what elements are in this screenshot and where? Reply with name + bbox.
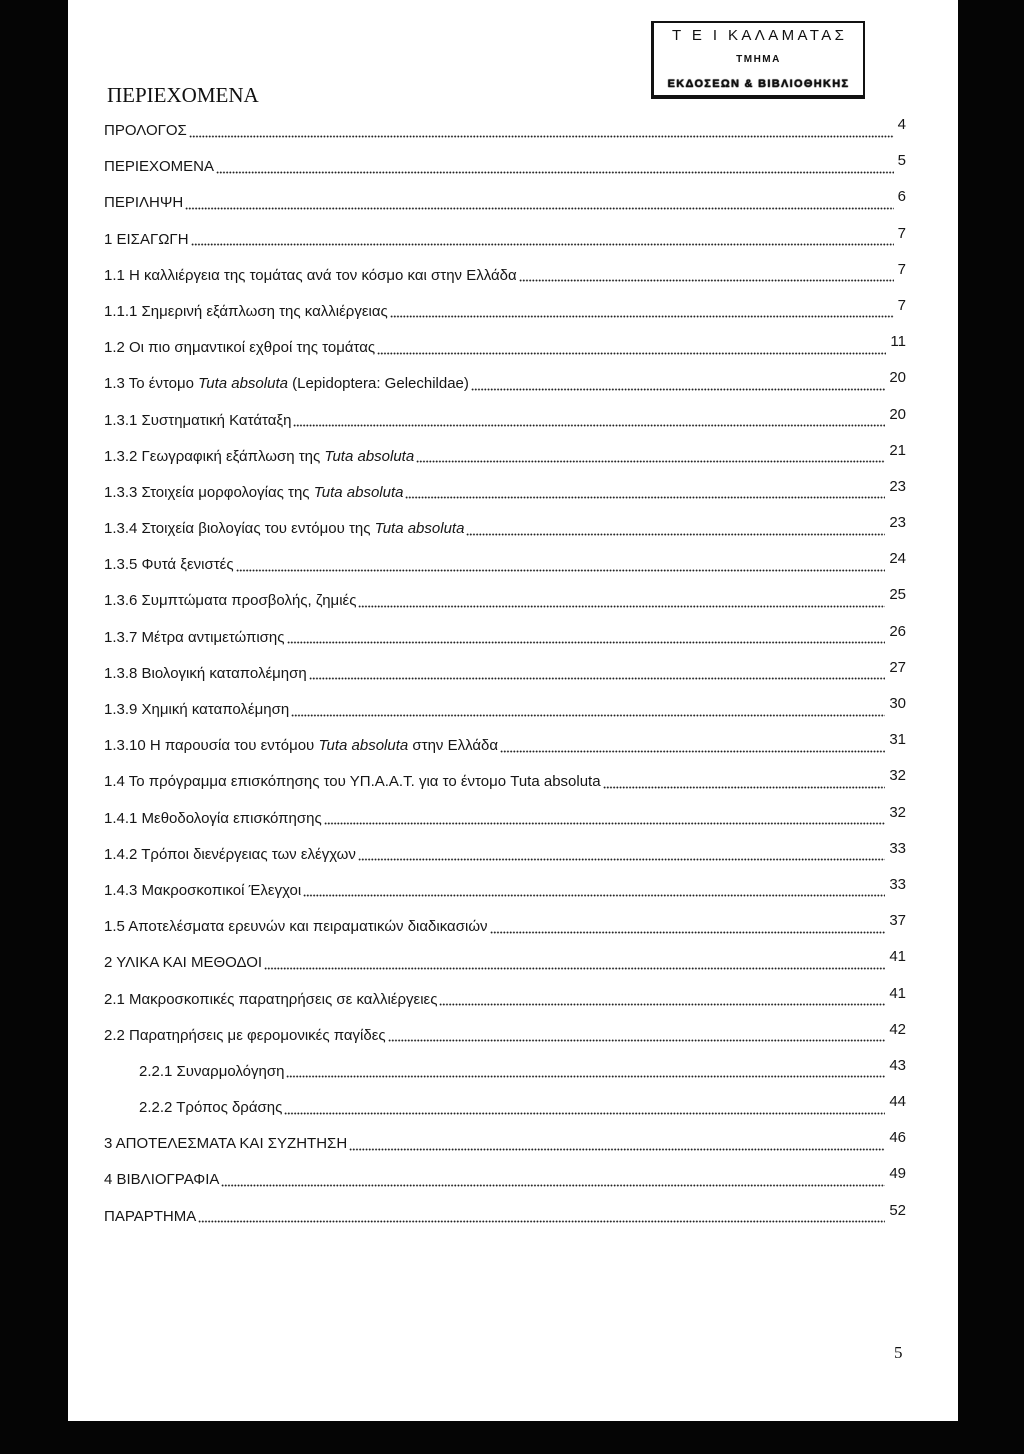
toc-page-number: 31 [889,731,906,749]
toc-entry-title: 2.2 Παρατηρήσεις με φερομονικές παγίδες [104,1026,386,1044]
toc-entry [104,984,906,1027]
toc-entry-title: 1.4.1 Μεθοδολογία επισκόπησης [104,809,322,827]
toc-page-number: 24 [889,550,906,568]
toc-page-number: 26 [889,622,906,640]
species-name: Tuta absoluta [198,375,288,393]
dot-leader [439,991,885,1009]
toc-entry-title: 1.3.6 Συμπτώματα προσβολής, ζημιές [104,592,357,610]
toc-entry [104,586,906,628]
toc-page-number: 41 [889,948,906,966]
toc-entry-title: 2.1 Μακροσκοπικές παρατηρήσεις σε καλλιέργειες [104,990,438,1008]
toc-entry [104,803,906,846]
toc-page-number: 32 [889,767,906,785]
toc-page-number: 7 [897,224,906,242]
toc-entry-title [104,737,498,755]
toc-entry [104,296,906,339]
toc-page-number: 46 [889,1129,906,1147]
toc-entry-title-tail: στην Ελλάδα [408,737,499,755]
toc-entry-title [104,484,403,502]
toc-entry [104,1201,906,1244]
stamp-institution: Τ Ε Ι ΚΑΛΑΜΑΤΑΣ [672,27,848,44]
toc-entry-title: 1.4.3 Μακροσκοπικοί Έλεγχοι [104,881,302,899]
dot-leader [293,412,885,430]
toc-page-number: 33 [889,875,906,893]
toc-entry-title: 1.2 Οι πιο σημαντικοί εχθροί της τομάτας [104,339,376,357]
toc-entry-title: 1.1 Η καλλιέργεια της τομάτας ανά τον κόσμο και στην Ελλάδα [104,266,517,284]
toc-page-number: 7 [897,296,906,314]
toc-entry [104,1020,906,1063]
toc-entry-title [104,520,464,538]
toc-entry [104,839,906,882]
toc-entry-title: ΠΡΟΛΟΓΟΣ [104,122,187,139]
dot-leader [284,1099,885,1117]
page-title: ΠΕΡΙΕΧΟΜΕΝΑ [107,83,259,107]
toc-page-number: 7 [897,260,906,278]
dot-leader [291,701,885,719]
library-stamp [651,21,865,99]
dot-leader [388,1027,886,1045]
stamp-division: ΕΚΔΟΣΕΩΝ & ΒΙΒΛΙΟΘΗΚΗΣ [667,78,850,90]
toc-entry [104,333,906,375]
toc-entry [104,369,906,411]
toc-entry-title: 1.3.8 Βιολογική καταπολέμηση [104,664,307,682]
toc-entry [104,260,906,303]
species-name: Tuta absoluta [374,520,465,538]
dot-leader [191,231,894,249]
toc-page-number: 23 [889,477,906,495]
toc-entry [104,948,906,990]
toc-entry [104,1093,906,1135]
page-number: 5 [894,1343,903,1362]
toc-page-number: 4 [897,116,906,133]
toc-entry [104,1056,906,1099]
toc-entry [104,514,906,556]
toc-entry [104,441,906,484]
toc-entry-title: 2.2.2 Τρόπος δράσης [139,1099,283,1117]
toc-entry [104,658,906,701]
dot-leader [264,954,885,972]
toc-entry [104,1129,906,1171]
toc-entry-title-text: 1.3.10 Η παρουσία του εντόμου [104,737,319,755]
dot-leader [358,846,885,864]
species-name: Tuta absoluta [324,447,415,465]
toc-entry-title: 1.3.9 Χημική καταπολέμηση [104,701,290,718]
toc-entry-title: ΠΑΡΑΡΤΗΜΑ [104,1207,197,1225]
dot-leader [286,1063,885,1081]
toc-page-number: 25 [889,586,906,604]
dot-leader [490,918,886,936]
dot-leader [405,484,885,502]
toc-page-number: 21 [889,441,906,459]
dot-leader [358,592,885,610]
table-of-contents [104,116,906,1244]
toc-page-number: 37 [889,912,906,930]
stamp-department: ΤΜΗΜΑ [736,54,781,65]
toc-page-number: 6 [897,188,906,206]
toc-entry-title: 1.4 Το πρόγραμμα επισκόπησης του ΥΠ.Α.Α.Τ. για το έντομο Tuta absoluta [104,773,601,791]
toc-entry [104,767,906,809]
toc-entry [104,875,906,918]
toc-entry [104,405,906,448]
toc-entry-title: 1.3.1 Συστηματική Κατάταξη [104,411,292,429]
toc-page-number: 11 [890,333,906,351]
toc-entry-title: 2 ΥΛΙΚΑ ΚΑΙ ΜΕΘΟΔΟΙ [104,954,263,972]
toc-entry [104,912,906,954]
toc-entry-title: 1.1.1 Σημερινή εξάπλωση της καλλιέργειας [104,302,388,320]
dot-leader [416,448,885,466]
toc-entry [104,1165,906,1207]
dot-leader [221,1171,885,1189]
toc-entry-title-text: 1.3.4 Στοιχεία βιολογίας του εντόμου της [104,520,375,538]
toc-entry-title-text: 1.3.3 Στοιχεία μορφολογίας της [104,483,314,501]
toc-entry-title: 1.3.7 Μέτρα αντιμετώπισης [104,628,285,646]
toc-entry-title [104,375,469,393]
species-name: Tuta absoluta [318,737,409,755]
dot-leader [377,339,886,357]
toc-entry [104,731,906,773]
dot-leader [216,158,894,176]
toc-page-number: 41 [889,984,906,1002]
dot-leader [309,665,886,683]
toc-page-number: 20 [889,405,906,423]
dot-leader [303,882,885,900]
toc-entry [104,695,906,737]
toc-page-number: 44 [889,1093,906,1111]
toc-entry-title: ΠΕΡΙΛΗΨΗ [104,194,184,212]
toc-entry [104,550,906,592]
toc-entry-title: 4 ΒΙΒΛΙΟΓΡΑΦΙΑ [104,1171,220,1189]
toc-entry [104,152,906,194]
toc-page-number: 20 [889,369,906,387]
toc-entry-title: 1 ΕΙΣΑΓΩΓΗ [104,230,189,248]
toc-entry-title: 1.5 Αποτελέσματα ερευνών και πειραματικών διαδικασιών [104,918,488,936]
toc-entry-title-text: 1.3 Το έντομο [104,375,199,393]
toc-entry [104,116,906,158]
dot-leader [185,194,893,212]
species-name: Tuta absoluta [313,483,404,501]
toc-entry [104,224,906,267]
dot-leader [287,629,886,647]
dot-leader [198,1208,885,1226]
toc-page-number: 32 [889,803,906,821]
dot-leader [236,556,886,574]
toc-page-number: 52 [889,1201,906,1219]
dot-leader [324,810,886,828]
toc-page-number: 27 [889,658,906,676]
toc-entry-title-text: 1.3.2 Γεωγραφική εξάπλωση της [104,447,325,465]
toc-entry-title [104,448,414,466]
toc-page-number: 42 [889,1020,906,1038]
dot-leader [471,375,885,393]
toc-entry-title: 2.2.1 Συναρμολόγηση [139,1062,285,1080]
toc-page-number: 49 [889,1165,906,1183]
dot-leader [390,303,894,321]
toc-entry-title: 3 ΑΠΟΤΕΛΕΣΜΑΤΑ ΚΑΙ ΣΥΖΗΤΗΣΗ [104,1135,348,1153]
toc-entry-title: ΠΕΡΙΕΧΟΜΕΝΑ [104,158,215,176]
dot-leader [189,122,894,140]
toc-entry [104,477,906,520]
dot-leader [500,737,885,755]
toc-page-number: 30 [889,695,906,712]
dot-leader [349,1135,885,1153]
toc-entry [104,622,906,665]
toc-page-number: 5 [897,152,906,170]
dot-leader [603,773,886,791]
toc-entry-title: 1.3.5 Φυτά ξενιστές [104,556,234,574]
toc-page-number: 43 [889,1056,906,1074]
toc-entry-title-tail: (Lepidoptera: Gelechildae) [287,375,469,393]
toc-page-number: 33 [889,839,906,857]
toc-entry [104,188,906,230]
toc-page-number: 23 [889,514,906,532]
dot-leader [519,267,894,285]
dot-leader [466,520,885,538]
toc-entry-title: 1.4.2 Τρόποι διενέργειας των ελέγχων [104,845,356,863]
